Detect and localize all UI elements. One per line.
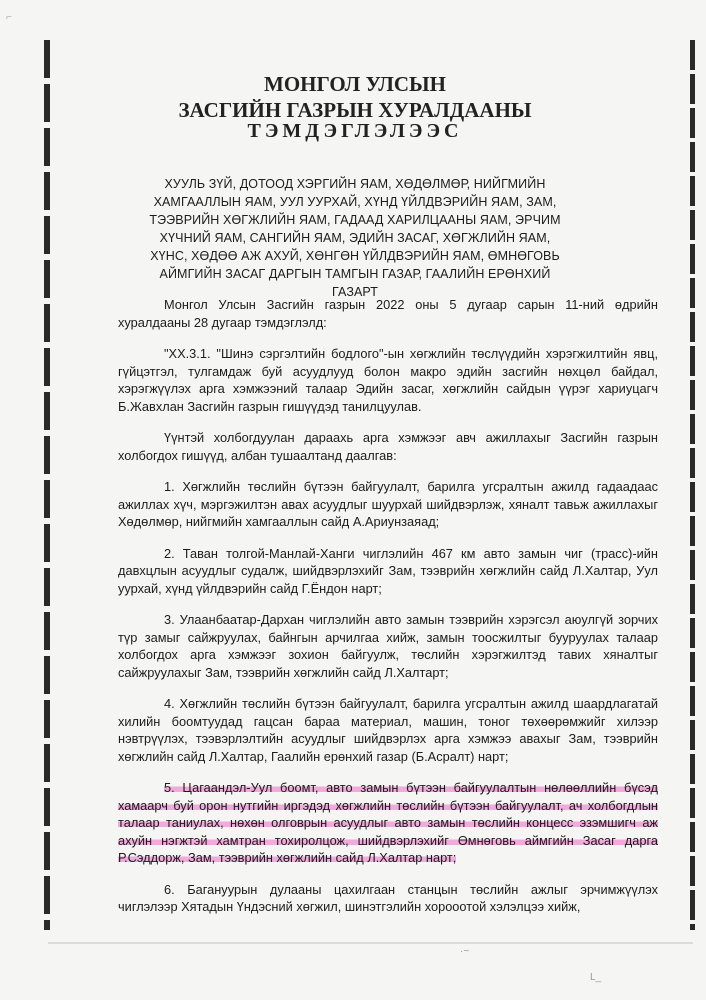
intro-paragraph: Монгол Улсын Засгийн газрын 2022 оны 5 дугаар сарын 11-ний өдрийн хуралдааны 28 дугаар тэмдэглэлд: xyxy=(118,297,658,330)
scan-bottom-edge xyxy=(48,942,693,944)
item-1-paragraph: 1. Хөгжлийн төслийн бүтээн байгуулалт, барилга угсралтын ажилд гадаадаас ажиллах хүч, мэргэжилтэн авах асуудлыг шуурхай шийдвэрлэж, хяналт тавьж ажиллахыг Хөдөлмөр, нийгмийн хамгааллын сайд А.Ариунзаяад; xyxy=(118,479,658,529)
scan-mark: ·~ xyxy=(460,946,470,957)
item-2-paragraph: 2. Таван толгой-Манлай-Ханги чиглэлийн 467 км авто замын чиг (трасс)-ийн давхцлын асуудлыг судалж, шийдвэрлэхийг Зам, тээврийн хөгжлийн сайд Л.Халтар, Уул уурхай, хүнд үйлдвэрийн сайд Г.Ёндон нарт; xyxy=(118,545,658,596)
document-title-line-3: ТЭМДЭГЛЭЛЭЭС xyxy=(247,120,463,142)
scan-mark: L_ xyxy=(590,972,602,983)
scan-right-edge xyxy=(690,40,695,930)
document-title-line-2: ЗАСГИЙН ГАЗРЫН ХУРАЛДААНЫ xyxy=(178,98,532,122)
highlight-marker: 5. Цагаандэл-Уул боомт, авто замын бүтээн байгуулалтын нөлөөллийн бүсэд хамаарч буй орон нутгийн иргэдэд хөгжлийн төслийн бүтээн байгуулалт, ач холбогдлын талаар таниулах, нөхөн олговрын асуудлыг авто замын төслийн концесс эзэмшигч аж ахуйн нэгжтэй хамтран тохиролцож, шийдвэрлэхийг Өмнөговь аймгийн Засаг дарга Р.Сэддорж, Зам, тээврийн хөгжлийн сайд Л.Халтар нарт; xyxy=(118,780,658,865)
item-5-paragraph-highlighted xyxy=(118,779,658,867)
document-body xyxy=(118,296,658,930)
item-3-paragraph: 3. Улаанбаатар-Дархан чиглэлийн авто замын тээврийн хэрэгсэл аюулгүй зорчих түр замыг сайжруулах, байнгын арчилгаа хийж, замын тоосжилтыг бууруулах талаар холбогдох арга хэмжээг зохион байгуулж, төслийн хэрэгжилтэд тавих хяналтыг сайжруулахыг Зам, тээврийн хөгжлийн сайд Л.Халтарт; xyxy=(118,612,658,680)
scan-left-edge xyxy=(44,40,50,930)
item-4-paragraph: 4. Хөгжлийн төслийн бүтээн байгуулалт, барилга угсралтын ажилд шаардлагатай хилийн боомтуудад гацсан бараа материал, машин, тоног төхөөрөмжийг хилээр нэвтрүүлэх, тээвэрлэлтийн асуудлыг шийдвэрлэх арга хэмжээ авахыг Зам, тээврийн хөгжлийн сайд Л.Халтар, Гаалийн ерөнхий газар (Б.Асралт) нарт; xyxy=(118,696,658,764)
instruction-paragraph: Үүнтэй холбогдуулан дараахь арга хэмжээг авч ажиллахыг Засгийн газрын холбогдох гишүүд, албан тушаалтанд даалгав: xyxy=(118,430,658,463)
document-title-line-1: МОНГОЛ УЛСЫН xyxy=(264,72,446,96)
addressee-block: ХУУЛЬ ЗҮЙ, ДОТООД ХЭРГИЙН ЯАМ, ХӨДӨЛМӨР, НИЙГМИЙН ХАМГААЛЛЫН ЯАМ, УУЛ УУРХАЙ, ХҮНД ҮЙЛДВЭРИЙН ЯАМ, ЗАМ, ТЭЭВРИЙН ХӨГЖЛИЙН ЯАМ, ГАДААД ХАРИЛЦААНЫ ЯАМ, ЭРЧИМ ХҮЧНИЙ ЯАМ, САНГИЙН ЯАМ, ЭДИЙН ЗАСАГ, ХӨГЖЛИЙН ЯАМ, ХҮНС, ХӨДӨӨ АЖ АХУЙ, ХӨНГӨН ҮЙЛДВЭРИЙН ЯАМ, ӨМНӨГОВЬ АЙМГИЙН ЗАСАГ ДАРГЫН ТАМГЫН ГАЗАР, ГААЛИЙН ЕРӨНХИЙ ГАЗАРТ xyxy=(149,177,561,299)
quoted-paragraph: "XX.3.1. "Шинэ сэргэлтийн бодлого"-ын хөгжлийн төслүүдийн хэрэгжилтийн явц, гүйцэтгэл, тулгамдаж буй асуудлууд болон макро эдийн засгийн нөхцөл байдал, хэрэгжүүлэх арга хэмжээний талаар Эдийн засаг, хөгжлийн сайдын үүрэг хариуцагч Б.Жавхлан Засгийн газрын гишүүдэд танилцуулав. xyxy=(118,346,658,414)
item-6-paragraph: 6. Багануурын дулааны цахилгаан станцын төслийн ажлыг эрчимжүүлэх чиглэлээр Хятадын Үндэсний хөгжил, шинэтгэлийн хорооотой хэлэлцээ хийж, xyxy=(118,881,658,914)
scan-mark: ⌐ xyxy=(6,12,12,23)
